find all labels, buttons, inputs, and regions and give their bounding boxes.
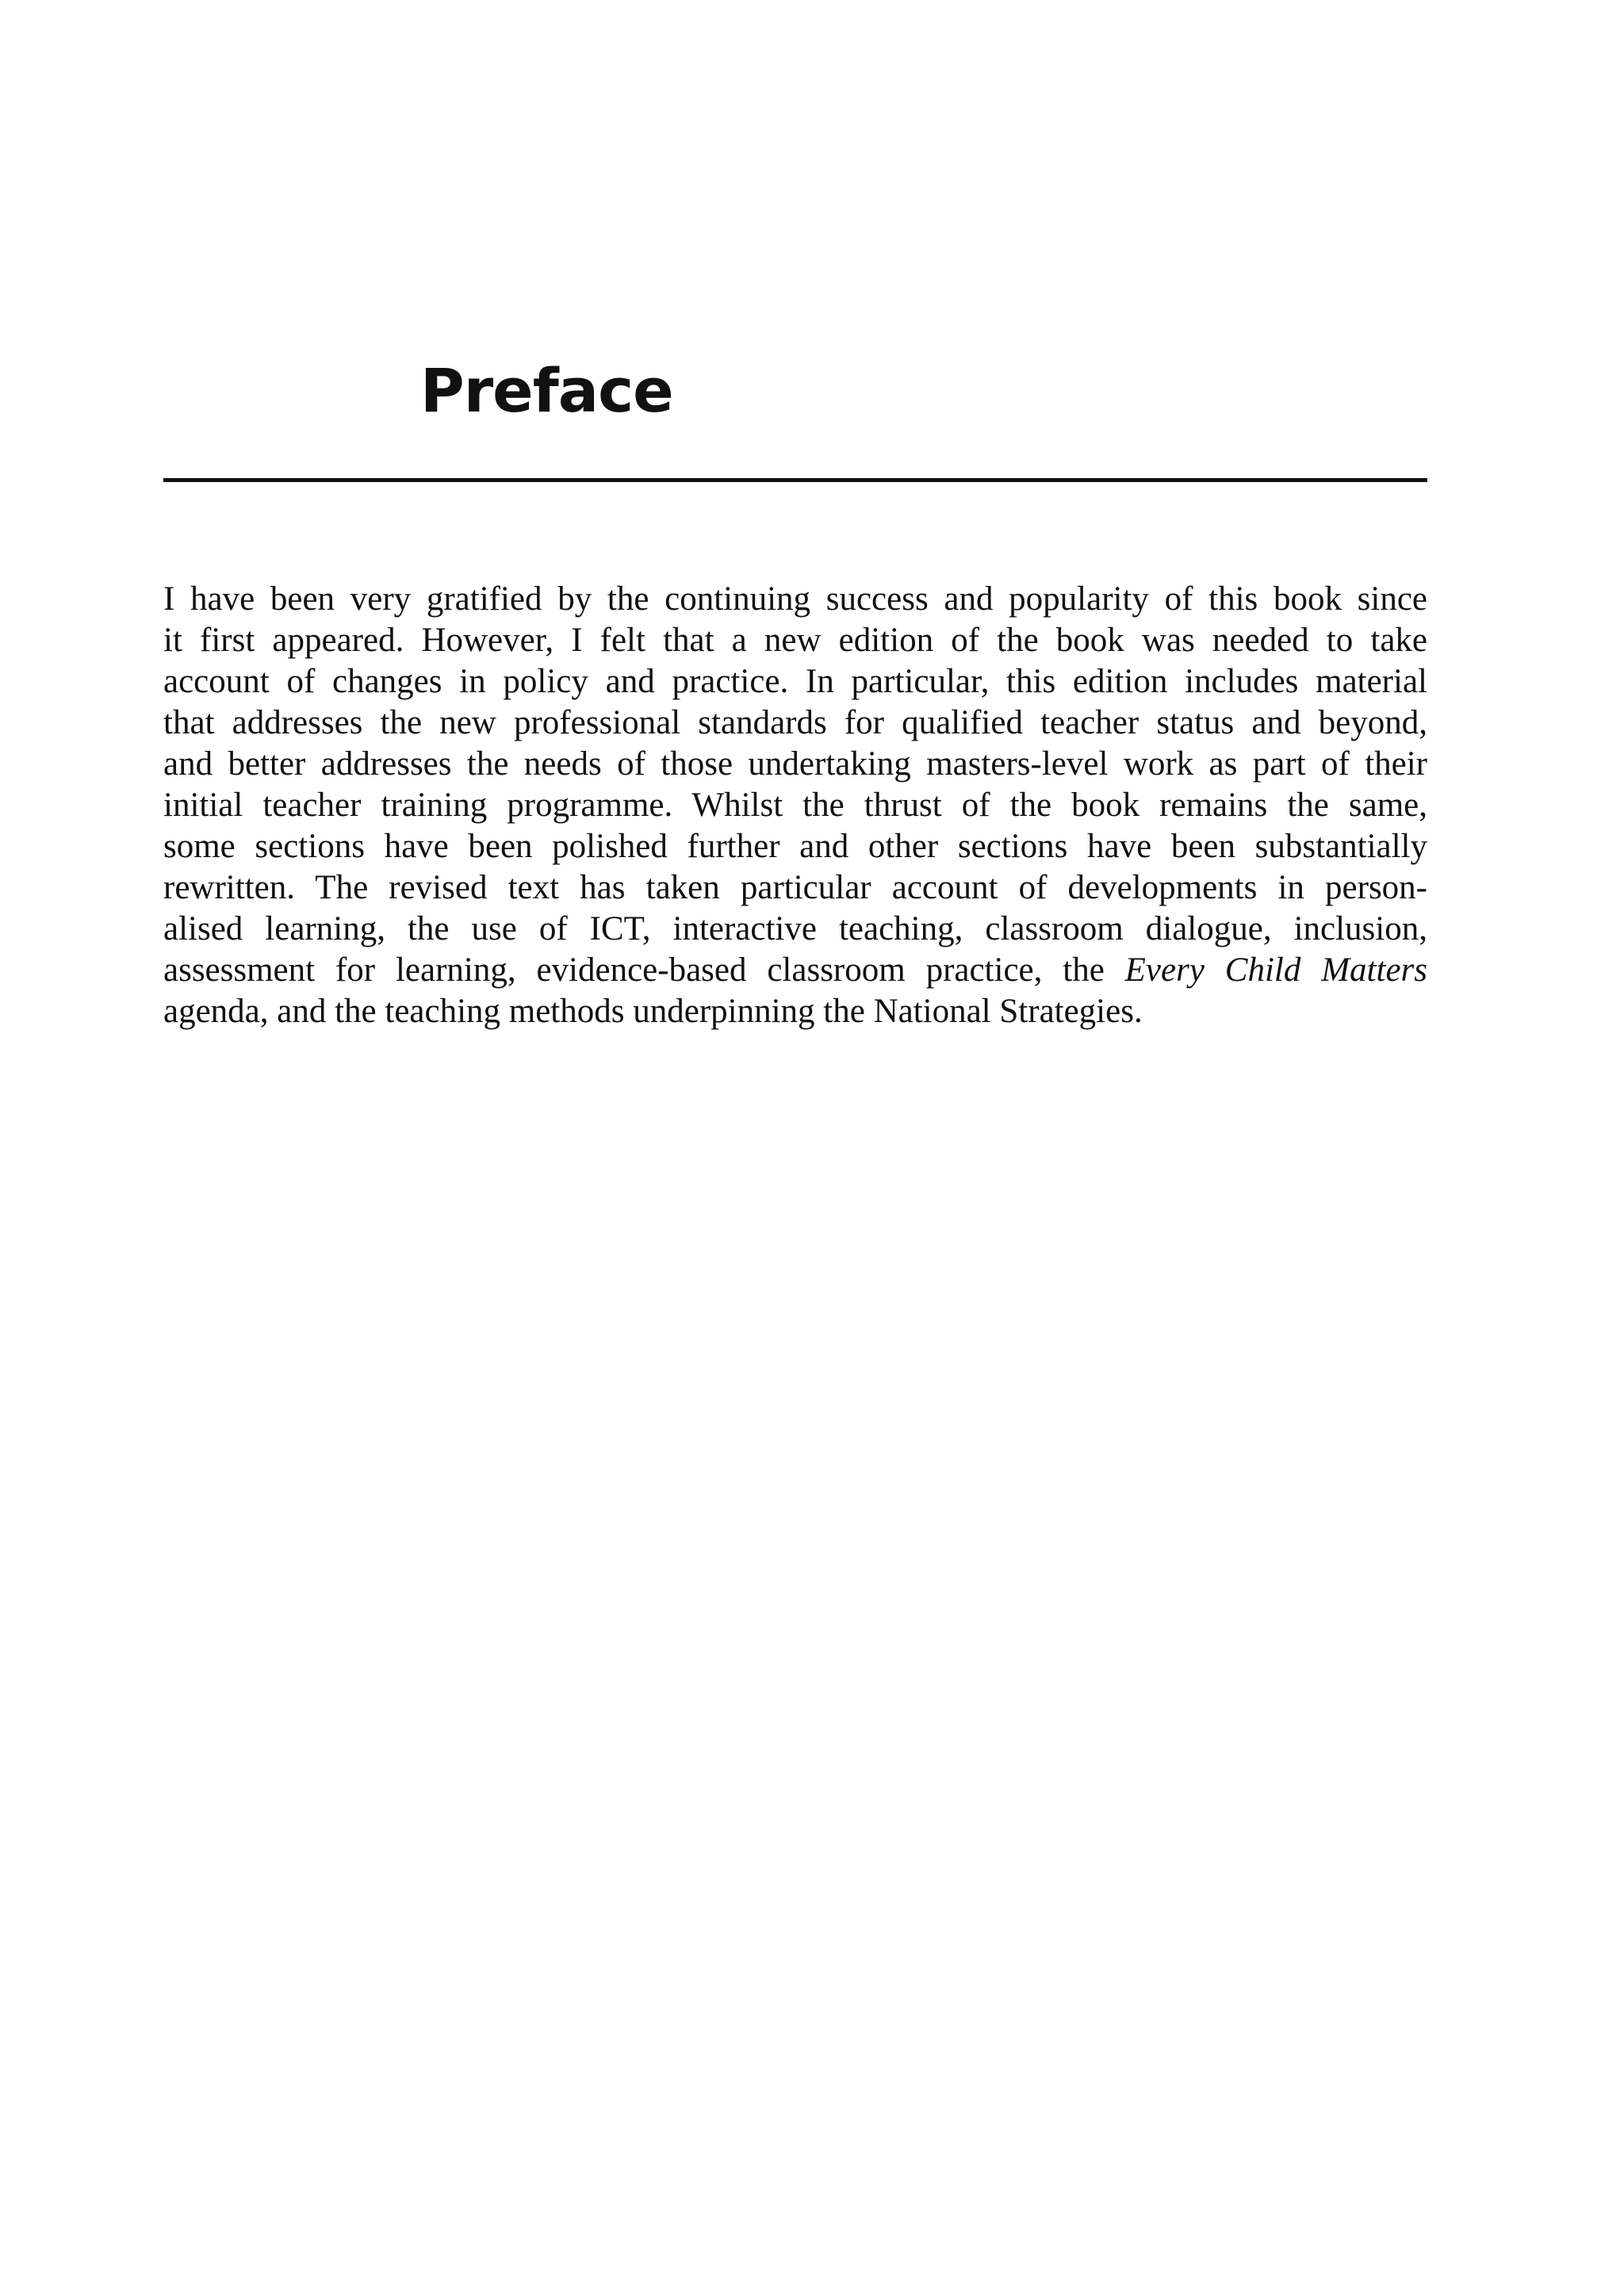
- paragraph-line-2: it first appeared. However, I felt that a new edition of the book was needed to take: [163, 622, 1427, 659]
- page-title: Preface: [420, 355, 673, 426]
- paragraph-line-8: rewritten. The revised text has taken particular account of developments in person-: [163, 869, 1427, 906]
- paragraph-line-9: alised learning, the use of ICT, interactive teaching, classroom dialogue, inclusion,: [163, 910, 1427, 947]
- paragraph-line-10-text: assessment for learning, evidence-based classroom practice, the: [163, 951, 1105, 989]
- paragraph-line-1: I have been very gratified by the continuing success and popularity of this book since: [163, 580, 1427, 618]
- paragraph-line-5: and better addresses the needs of those undertaking masters-level work as part of their: [163, 745, 1427, 783]
- paragraph-line-3: account of changes in policy and practice. In particular, this edition includes material: [163, 663, 1427, 700]
- paragraph-line-10: [163, 950, 1427, 991]
- paragraph-line-4: that addresses the new professional standards for qualified teacher status and beyond,: [163, 704, 1427, 741]
- italic-phrase-every-child-matters: Every Child Matters: [1124, 951, 1427, 989]
- paragraph-line-7: some sections have been polished further and other sections have been substantially: [163, 828, 1427, 865]
- paragraph-line-6: initial teacher training programme. Whilst the thrust of the book remains the same,: [163, 787, 1427, 824]
- preface-paragraph: [163, 579, 1427, 1032]
- paragraph-line-11: agenda, and the teaching methods underpinning the National Strategies.: [163, 993, 1143, 1030]
- title-rule: [163, 478, 1427, 482]
